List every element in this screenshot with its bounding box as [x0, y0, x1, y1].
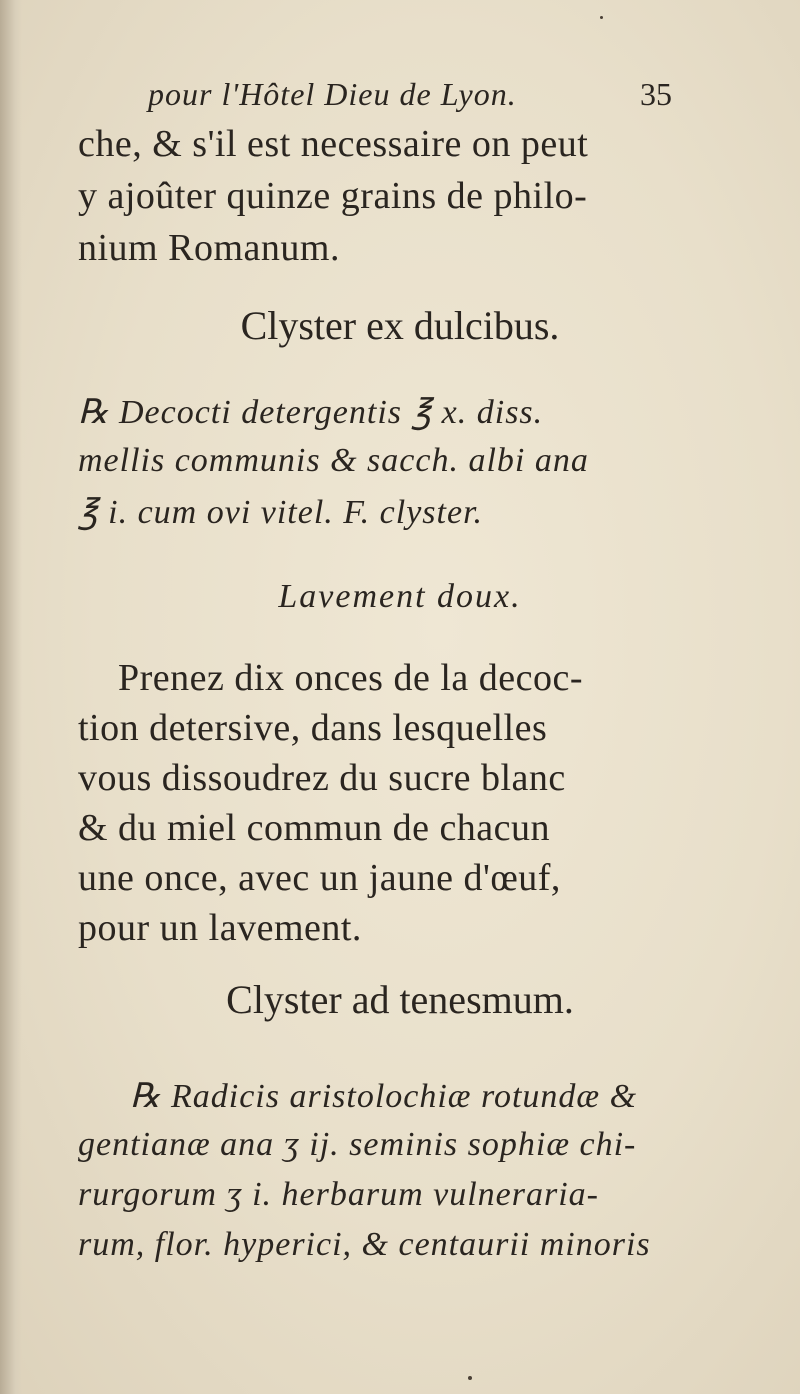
recipe-line: gentianæ ana ʒ ij. seminis sophiæ chi- — [78, 1126, 637, 1163]
text-line: & du miel commun de chacun — [78, 807, 551, 849]
ink-speck — [600, 16, 603, 19]
text-line: vous dissoudrez du sucre blanc — [78, 757, 566, 799]
ink-speck — [468, 1376, 472, 1380]
recipe-line: ℞ Decocti detergentis ℥ x. diss. — [78, 394, 544, 431]
page-number: 35 — [640, 76, 672, 112]
text-line: une once, avec un jaune d'œuf, — [78, 857, 561, 899]
section-title: Lavement doux. — [278, 578, 522, 615]
page-gutter — [0, 0, 22, 1394]
recipe-line: ℥ i. cum ovi vitel. F. clyster. — [78, 494, 484, 531]
text-line: che, & s'il est necessaire on peut — [78, 123, 589, 165]
section-title: Clyster ex dulcibus. — [240, 303, 560, 348]
text-line: pour un lavement. — [78, 907, 362, 949]
text-line: Prenez dix onces de la decoc- — [118, 657, 584, 699]
recipe-line: mellis communis & sacch. albi ana — [78, 442, 589, 479]
text-line: y ajoûter quinze grains de philo- — [78, 175, 588, 217]
recipe-line: rurgorum ʒ i. herbarum vulnerariа- — [78, 1176, 599, 1213]
running-head: pour l'Hôtel Dieu de Lyon. — [148, 76, 517, 112]
recipe-line: ℞ Radicis aristolochiæ rotundæ & — [130, 1078, 638, 1115]
section-title: Clyster ad tenesmum. — [226, 977, 574, 1022]
text-line: tion detersive, dans lesquelles — [78, 707, 548, 749]
text-line: nium Romanum. — [78, 227, 340, 269]
recipe-line: rum, flor. hyperici, & centaurii minoris — [78, 1226, 651, 1263]
